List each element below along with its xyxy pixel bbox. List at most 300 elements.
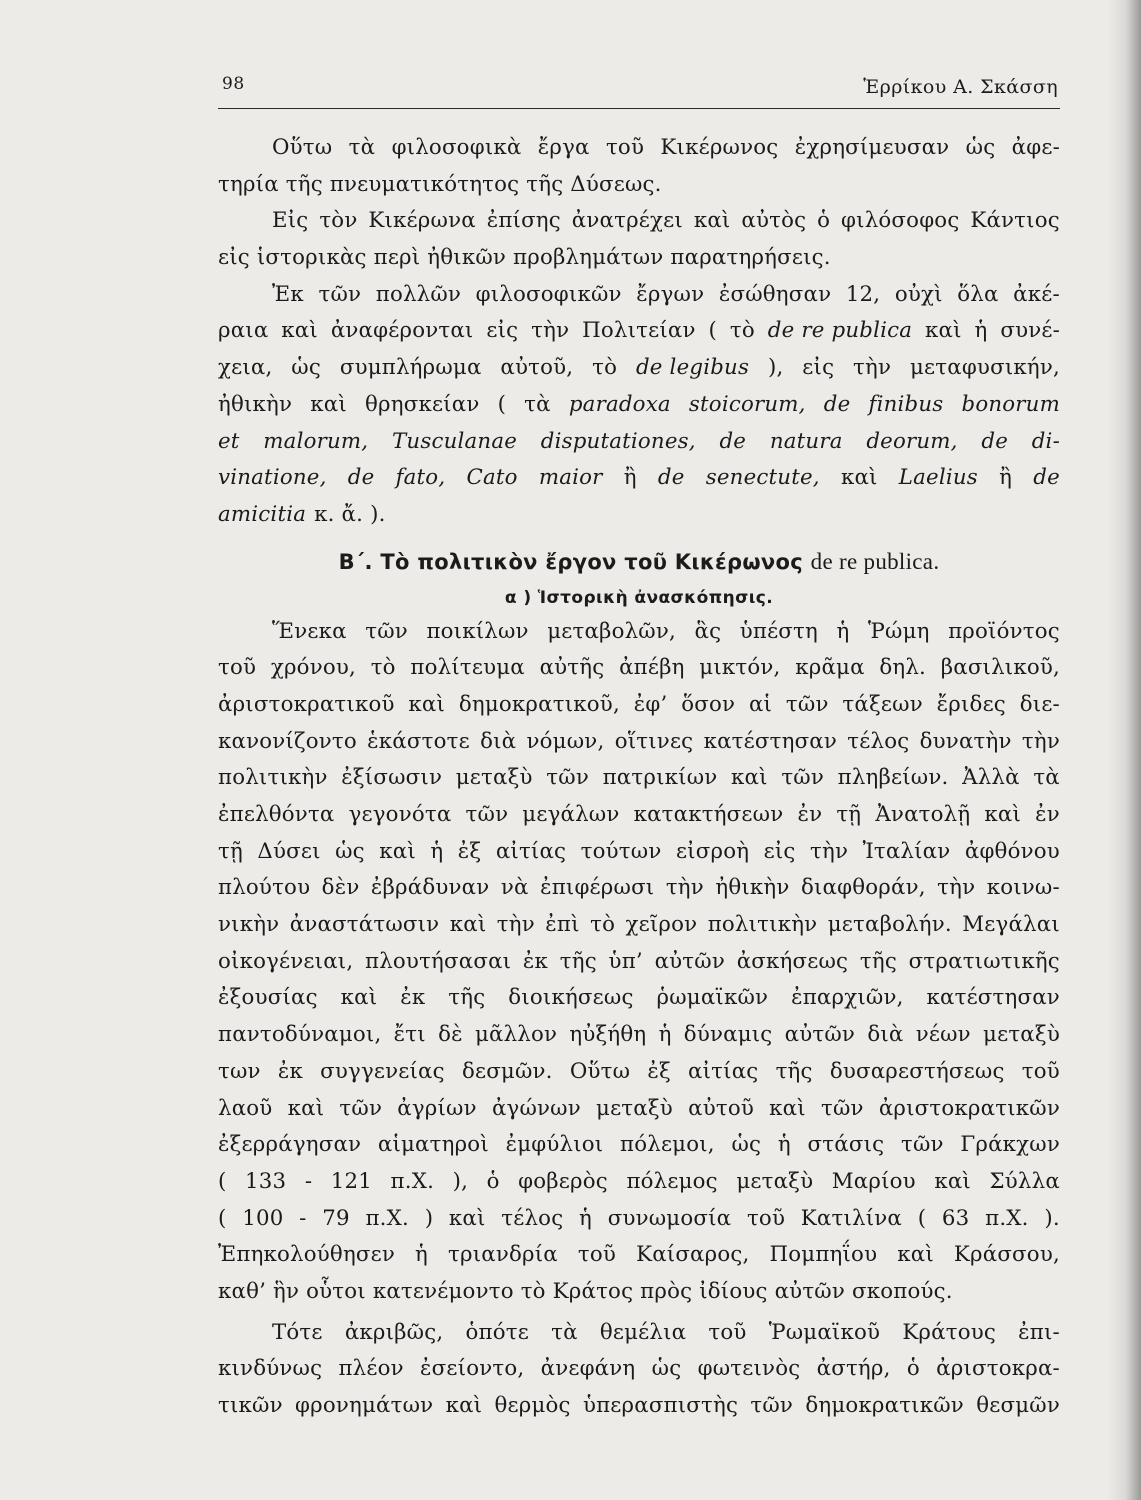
word: ἀσκήσεως	[736, 948, 849, 974]
word: Κικέρωνος	[660, 135, 779, 160]
word: μεταφυσικήν,	[909, 355, 1060, 381]
word: κινδύνως	[218, 1356, 323, 1382]
word: ηὐξήθη	[569, 1022, 647, 1048]
word: δυνατὴν	[919, 728, 1012, 754]
word: τικῶν	[218, 1393, 283, 1418]
word: των	[218, 1058, 261, 1084]
word: συγγενείας	[320, 1058, 445, 1084]
word: 63	[941, 1205, 970, 1231]
latin-title: Laelius	[898, 465, 978, 491]
word: bonorum	[961, 391, 1060, 417]
word: ἡ	[836, 618, 850, 644]
word: ἔτι	[393, 1022, 426, 1048]
word: μεταξὺ	[983, 1022, 1060, 1048]
word: καὶ	[769, 1095, 806, 1121]
word: Πολιτείαν	[582, 318, 696, 344]
word: τοῦ	[577, 1242, 617, 1268]
word: τὴν	[810, 838, 849, 864]
text-line: εἰς ἱστορικὰς περὶ ἠθικῶν προβλημάτων παρατηρήσεις.	[218, 245, 831, 271]
word: πλουτήσασαι	[365, 948, 512, 974]
word: κοινω-	[986, 875, 1060, 901]
word: τὸ	[590, 912, 616, 938]
latin-title: de	[1033, 465, 1060, 491]
word: Πομπηΐου	[769, 1242, 878, 1268]
word: καὶ	[693, 208, 731, 234]
word: malorum,	[263, 428, 369, 454]
word: παντοδύναμοι,	[218, 1022, 382, 1048]
word: Κατιλίνα	[800, 1205, 902, 1231]
word: ὡς	[731, 1132, 762, 1158]
text-line	[218, 980, 1060, 1017]
word: καὶ	[340, 985, 378, 1011]
word: ἐπι-	[1018, 1319, 1060, 1345]
word: τὰ	[1033, 765, 1060, 791]
word: χεῖρον	[625, 912, 698, 938]
word: Tusculanae	[392, 428, 518, 454]
word: Ἀλλὰ	[962, 765, 1020, 791]
word: ἀριστοκρα-	[936, 1356, 1060, 1382]
intro-paragraph-2	[218, 203, 1060, 276]
word: πατρικίων	[602, 765, 718, 791]
word: τῇ	[836, 802, 862, 827]
word: τέλος	[847, 728, 910, 754]
word: ἀκέ-	[1013, 281, 1060, 307]
word: disputationes,	[540, 428, 696, 454]
word: Ῥωμαϊκοῦ	[768, 1319, 881, 1345]
word: αὐτῶν	[784, 1022, 856, 1048]
word: διὰ	[867, 1022, 904, 1048]
word: senectute,	[705, 465, 820, 491]
word: δηλ.	[879, 655, 927, 681]
word: π.Χ.	[365, 1205, 409, 1231]
text-line	[218, 460, 1060, 497]
word: τῶν	[465, 802, 509, 827]
word: κανονίζοντο	[218, 728, 357, 754]
word: ἐξ	[457, 838, 482, 864]
page-header	[218, 70, 1060, 109]
text-line	[218, 1164, 1060, 1201]
word: Εἰς	[272, 208, 309, 234]
word: δυσαρεστήσεως	[829, 1058, 1005, 1084]
word: τὴν	[531, 318, 570, 344]
word: θεσμῶν	[976, 1393, 1060, 1418]
word: τὴν	[1021, 728, 1060, 754]
word: μᾶλλον	[474, 1022, 558, 1048]
word: τοῦ	[1021, 1058, 1060, 1084]
word: 121	[330, 1168, 373, 1194]
word: deorum,	[866, 428, 958, 454]
word: μεταξὺ	[736, 1168, 814, 1194]
section-heading-greek: Β΄. Τὸ πολιτικὸν ἔργον τοῦ Κικέρωνος	[338, 549, 804, 574]
word: στάσις	[807, 1132, 885, 1158]
word: τῇ	[218, 838, 243, 864]
word: καὶ	[310, 391, 347, 417]
word: οἰκογένειαι,	[218, 948, 354, 974]
text-line	[218, 760, 1060, 797]
word: ἐπίσης	[486, 208, 561, 234]
word: προϊόντος	[948, 618, 1060, 644]
word: ὅσον	[681, 691, 736, 717]
word: ἀφε-	[1011, 135, 1060, 160]
word: ἐχρησίμευσαν	[794, 135, 950, 160]
word: ἡ	[777, 1132, 791, 1158]
page-number: 98	[222, 74, 245, 94]
word: εἰσροὴ	[675, 838, 750, 864]
word: de	[719, 428, 747, 454]
word: στρατιωτικῆς	[908, 948, 1060, 974]
word: Κικέρωνα	[368, 208, 476, 234]
word: οὐχὶ	[894, 281, 943, 307]
text-run: καὶ	[840, 465, 878, 491]
word: ἀκριβῶς,	[344, 1319, 444, 1345]
word: fato,	[395, 465, 446, 491]
word: ἀνεφάνη	[540, 1356, 636, 1382]
word: ἔργα	[537, 135, 590, 160]
word: ἡ	[415, 1242, 429, 1268]
word: ἡ	[430, 838, 444, 864]
word: ἐπὶ	[545, 912, 580, 938]
word: ἠθικὴν	[715, 875, 790, 901]
word: συνωμοσία	[607, 1205, 732, 1231]
word: νόμων,	[526, 728, 605, 754]
word: τῆς	[775, 1058, 813, 1084]
word: de	[823, 391, 851, 417]
word: ἀνατρέχει	[571, 208, 683, 234]
word: φωτεινὸς	[697, 1356, 801, 1382]
word: ἐκ	[277, 1058, 303, 1084]
text-line	[218, 1091, 1060, 1128]
word: κρᾶμα	[795, 655, 865, 681]
word: τέλος	[501, 1205, 564, 1231]
word: (	[708, 318, 717, 344]
word: τοῦ	[218, 655, 257, 681]
word: διε-	[1019, 691, 1060, 717]
word: τῆς	[559, 948, 597, 974]
word: διὰ	[480, 728, 517, 754]
word: αὐτῶν	[654, 948, 726, 974]
word: τὸ	[592, 355, 618, 381]
page-body	[218, 130, 1060, 1425]
word: stoicorum,	[688, 391, 806, 417]
word: de	[657, 465, 685, 491]
word: καὶ	[924, 318, 962, 344]
text-line	[218, 650, 1060, 687]
word: ἀγώνων	[491, 1095, 581, 1121]
word: τοῦ	[746, 1205, 786, 1231]
word: πολίτευμα	[410, 655, 525, 681]
word: αὐτῆς	[539, 655, 605, 681]
word: δημοκρατικοῦ,	[458, 691, 620, 717]
word: πλούτου	[218, 875, 311, 901]
word: Τότε	[272, 1319, 323, 1345]
word: Οὕτω	[272, 135, 333, 160]
word: αὐτὸς	[741, 208, 807, 234]
word: τῶν	[785, 691, 829, 717]
word: καὶ	[731, 765, 768, 791]
word: μεταξὺ	[596, 1095, 673, 1121]
word: ἐκ	[522, 948, 549, 974]
word: ἀριστοκρατικοῦ	[218, 691, 395, 717]
word: ῥωμαϊκῶν	[656, 985, 769, 1011]
text-line	[218, 424, 1060, 461]
word: ἀφθόνου	[964, 838, 1060, 864]
word: γεγονότα	[348, 802, 452, 827]
word: δὲ	[438, 1022, 463, 1048]
word: πόλεμοι,	[620, 1132, 715, 1158]
text-line	[218, 1315, 1060, 1352]
word: ἐξ	[647, 1058, 671, 1084]
word: τῶν	[820, 1095, 864, 1121]
word: 12,	[845, 281, 881, 307]
text-run: ἢ	[999, 465, 1013, 491]
word: τάξεων	[842, 691, 923, 717]
word: οἵτινες	[614, 728, 694, 754]
word: ἡ	[579, 1205, 592, 1231]
word: κατακτήσεων	[633, 802, 784, 827]
word: νὰ	[500, 875, 529, 901]
word: Κάντιος	[970, 208, 1060, 234]
word: Μαρίου	[831, 1168, 916, 1194]
word: θερμὸς	[494, 1393, 571, 1418]
word: πολιτικὴν	[218, 765, 328, 791]
word: paradoxa	[568, 391, 671, 417]
word: Ῥώμη	[868, 618, 930, 644]
word: ἡ	[658, 1022, 672, 1048]
latin-title: amicitia	[218, 501, 307, 527]
word: ἔριδες	[936, 691, 1006, 717]
word: ἀστήρ,	[816, 1356, 891, 1382]
word: ἠθικὴν	[218, 391, 293, 417]
word: ὡς	[651, 1356, 682, 1382]
word: ὑπερασπιστὴς	[582, 1393, 739, 1418]
word: ἐσείοντο,	[420, 1356, 525, 1382]
word: di-	[1031, 428, 1060, 454]
word: Ἐπηκολούθησεν	[218, 1242, 396, 1268]
section-subheading: α ) Ἱστορικὴ ἀνασκόπησις.	[504, 587, 774, 608]
text-line	[218, 203, 1060, 240]
word: νικὴν	[218, 912, 280, 938]
word: 79	[322, 1205, 350, 1231]
word: τῶν	[750, 1393, 794, 1418]
word: Κράτους	[902, 1319, 997, 1345]
word: αὐτοῦ	[688, 1095, 754, 1121]
text-line	[218, 724, 1060, 761]
word: μεταξὺ	[455, 765, 533, 791]
word: τὴν	[496, 912, 535, 938]
word: finibus	[868, 391, 944, 417]
text-line	[218, 1201, 1060, 1238]
word: Ἀνατολῇ	[875, 802, 971, 827]
word: ὡς	[291, 355, 321, 381]
running-head: Ἑρρίκου Α. Σκάσση	[863, 76, 1058, 98]
word: de	[347, 465, 375, 491]
word: βασιλικοῦ,	[940, 655, 1060, 681]
word: πλέον	[338, 1356, 404, 1382]
word: π.Χ.	[390, 1168, 435, 1194]
text-line	[218, 944, 1060, 981]
word: τῶν	[546, 765, 589, 791]
word: ἐξουσίας	[218, 985, 318, 1011]
word: )	[424, 1205, 434, 1231]
word: de	[981, 428, 1008, 454]
word: ὁ	[486, 1168, 500, 1194]
word: κατέστησαν	[703, 728, 838, 754]
word: φιλοσοφικὰ	[391, 135, 522, 160]
word: δεσμῶν.	[461, 1058, 553, 1084]
text-line	[218, 1237, 1060, 1274]
word: τὸν	[319, 208, 358, 234]
word: τῶν	[339, 1095, 383, 1121]
text-run: κ. ἄ. ).	[314, 501, 386, 527]
word: ἡ	[974, 318, 988, 344]
word: πολιτικὴν	[707, 912, 818, 938]
word: δὲν	[321, 875, 360, 901]
text-line	[218, 1054, 1060, 1091]
word: χεια,	[218, 355, 273, 381]
text-line	[218, 1127, 1060, 1164]
text-line	[218, 1017, 1060, 1054]
word: ),	[767, 355, 784, 381]
word: τὸ	[370, 655, 396, 681]
text-line	[218, 1351, 1060, 1388]
word: πόλεμος	[626, 1168, 718, 1194]
word: ὡς	[965, 135, 996, 160]
word: ἐμφύλιοι	[505, 1132, 604, 1158]
word: συνέ-	[1000, 318, 1060, 344]
word: ὑπέστη	[739, 618, 818, 644]
word: αὐτοῦ,	[500, 355, 574, 381]
word: ἐπαρχιῶν,	[791, 985, 904, 1011]
word: φιλόσοφος	[841, 208, 960, 234]
word: τὴν	[853, 355, 892, 381]
word: εἰς	[802, 355, 835, 381]
word: φρονημάτων	[295, 1393, 434, 1418]
word: (	[218, 1168, 227, 1194]
word: θεμέλια	[599, 1319, 687, 1345]
word: vinatione,	[218, 465, 327, 491]
word: Cato	[466, 465, 518, 491]
word: καὶ	[449, 912, 487, 938]
word: χρόνου,	[270, 655, 356, 681]
main-paragraph-2	[218, 1315, 1060, 1425]
word: τὸ	[729, 318, 755, 344]
text-line	[218, 130, 1060, 167]
main-paragraph-1	[218, 614, 1060, 1311]
word: 133	[245, 1168, 287, 1194]
word: -	[304, 1168, 313, 1194]
word: τῶν	[900, 1132, 944, 1158]
word: μεταβολῶν,	[547, 618, 676, 644]
word: πολλῶν	[375, 281, 462, 307]
word: ἐπελθόντα	[218, 802, 335, 827]
word: τριανδρία	[448, 1242, 558, 1268]
word: ).	[1044, 1205, 1060, 1231]
word: τῆς	[859, 948, 897, 974]
word: τὴν	[937, 875, 976, 901]
word: ἐξίσωσιν	[341, 765, 443, 791]
word: Κράσσου,	[953, 1242, 1060, 1268]
word: ἀγρίων	[397, 1095, 477, 1121]
word: καὶ	[984, 802, 1022, 827]
word: maior	[538, 465, 603, 491]
text-line	[218, 907, 1060, 944]
word: τοῦ	[605, 135, 645, 160]
text-line	[218, 1388, 1060, 1425]
word: ποικίλων	[426, 618, 529, 644]
intro-paragraph-1	[218, 130, 1060, 203]
word: (	[917, 1205, 927, 1231]
word: ἐπιφέρωσι	[540, 875, 655, 901]
word: ὁπότε	[465, 1319, 529, 1345]
word: κατέστησαν	[926, 985, 1060, 1011]
word: δημοκρατικῶν	[805, 1393, 964, 1418]
word: καὶ	[897, 1242, 934, 1268]
word: μικτόν,	[699, 655, 781, 681]
word: ἀναφέρονται	[330, 318, 474, 344]
word: ὁ	[817, 208, 831, 234]
word: (	[218, 1205, 227, 1231]
word: τὰ	[551, 1319, 578, 1345]
word: φιλοσοφικῶν	[475, 281, 622, 307]
word: συμπλήρωμα	[339, 355, 482, 381]
word: τῶν	[781, 765, 825, 791]
text-line: τηρία τῆς πνευματικότητος τῆς Δύσεως.	[218, 171, 662, 197]
word: ἀπέβη	[619, 655, 685, 681]
word: ἐξερράγησαν	[218, 1132, 362, 1158]
word: natura	[769, 428, 843, 454]
word: τῶν	[365, 618, 408, 644]
word: τῆς	[448, 985, 486, 1011]
word: Καίσαρος,	[636, 1242, 750, 1268]
word: καὶ	[408, 691, 446, 717]
word: καὶ	[448, 1205, 486, 1231]
word: εἰς	[763, 838, 796, 864]
text-line	[218, 277, 1060, 314]
text-line	[218, 797, 1060, 834]
word: Ἰταλίαν	[862, 838, 951, 864]
word: πληβείων.	[837, 765, 949, 791]
page-edge-shadow	[1107, 0, 1141, 1500]
word: Δύσει	[257, 838, 321, 864]
word: φοβερὸς	[518, 1168, 608, 1194]
text-line	[218, 614, 1060, 651]
word: ἐβράδυναν	[370, 875, 490, 901]
word: et	[218, 428, 240, 454]
word: τοῦ	[708, 1319, 747, 1345]
word: λαοῦ	[218, 1095, 273, 1121]
word: 100	[242, 1205, 284, 1231]
word: π.Χ.	[985, 1205, 1029, 1231]
word: αἱματηροὶ	[377, 1132, 489, 1158]
word: νέων	[915, 1022, 971, 1048]
word: Οὕτω	[569, 1058, 631, 1084]
word: ἐκ	[400, 985, 426, 1011]
text-line	[218, 350, 1060, 387]
word: ἀναστάτωσιν	[289, 912, 440, 938]
word: τούτων	[580, 838, 662, 864]
word: ἐν	[1035, 802, 1060, 827]
text-line	[218, 687, 1060, 724]
word: τὴν	[665, 875, 704, 901]
word: ὅλα	[957, 281, 999, 307]
word: τῶν	[318, 281, 362, 307]
intro-paragraph-3	[218, 277, 1060, 534]
word: ),	[452, 1168, 469, 1194]
word: Σύλλα	[989, 1168, 1060, 1194]
word: -	[299, 1205, 307, 1231]
word: ὡς	[335, 838, 365, 864]
word: τὰ	[524, 391, 551, 417]
